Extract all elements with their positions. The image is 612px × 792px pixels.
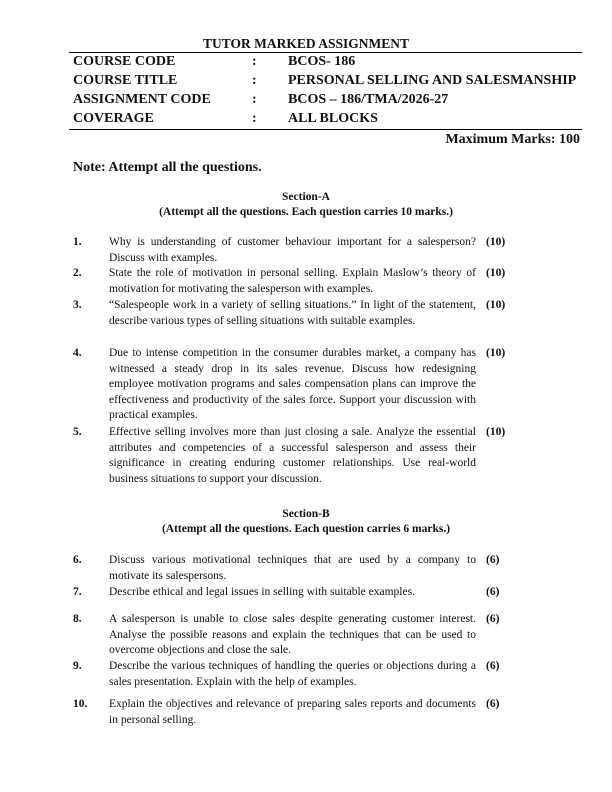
question-marks: (6) <box>486 660 500 672</box>
meta-value: BCOS – 186/TMA/2026-27 <box>288 92 449 107</box>
question-marks: (10) <box>486 236 506 248</box>
question-number: 4. <box>73 347 82 359</box>
question-marks: (6) <box>486 586 500 598</box>
meta-colon: : <box>252 54 257 69</box>
meta-label: COURSE CODE <box>73 54 176 69</box>
header-bottom-rule <box>69 129 582 130</box>
question-marks: (10) <box>486 267 506 279</box>
section-b-instruction: (Attempt all the questions. Each question carries 6 marks.) <box>161 523 451 535</box>
meta-colon: : <box>252 92 257 107</box>
question-text: Discuss various motivational techniques that are used by a company to motivate its salespersons. <box>109 554 476 582</box>
question-number: 10. <box>73 698 88 710</box>
question-number: 6. <box>73 554 82 566</box>
question-text: Describe the various techniques of handling the queries or objections during a sales presentation. Explain with the help of examples. <box>109 660 476 688</box>
question-text: “Salespeople work in a variety of selling situations.” In light of the statement, describe various types of selling situations with suitable examples. <box>109 299 476 327</box>
question-number: 8. <box>73 613 82 625</box>
question-marks: (10) <box>486 426 506 438</box>
attempt-note: Note: Attempt all the questions. <box>73 160 262 175</box>
question-text: Due to intense competition in the consumer durables market, a company has witnessed a steady drop in its sales revenue. Discuss how redesigning employee motivation programs and sales compensation plans can improve the effectiveness and productivity of the sales force. Support your discussion with practical examples. <box>109 347 476 421</box>
section-b-title: Section-B <box>282 508 330 520</box>
meta-colon: : <box>252 73 257 88</box>
question-number: 9. <box>73 660 82 672</box>
meta-value: ALL BLOCKS <box>288 111 378 126</box>
meta-value: PERSONAL SELLING AND SALESMANSHIP <box>288 73 577 88</box>
question-text: Explain the objectives and relevance of preparing sales reports and documents in personal selling. <box>109 698 476 726</box>
meta-value: BCOS- 186 <box>288 54 356 69</box>
section-a-title: Section-A <box>282 191 330 203</box>
header-top-rule <box>69 52 582 53</box>
question-number: 1. <box>73 236 82 248</box>
meta-label: COURSE TITLE <box>73 73 178 88</box>
question-marks: (6) <box>486 698 500 710</box>
question-number: 7. <box>73 586 82 598</box>
meta-label: COVERAGE <box>73 111 154 126</box>
meta-label: ASSIGNMENT CODE <box>73 92 211 107</box>
question-number: 2. <box>73 267 82 279</box>
question-marks: (6) <box>486 554 500 566</box>
question-text: State the role of motivation in personal selling. Explain Maslow’s theory of motivation for motivating the salesperson with examples. <box>109 267 476 295</box>
meta-colon: : <box>252 111 257 126</box>
maximum-marks: Maximum Marks: 100 <box>445 132 580 147</box>
question-number: 3. <box>73 299 82 311</box>
question-text: Describe ethical and legal issues in selling with suitable examples. <box>109 586 415 598</box>
question-text: A salesperson is unable to close sales despite generating customer interest. Analyse the possible reasons and explain the techniques that can be used to overcome objections and close the sale. <box>109 613 476 656</box>
assignment-title: TUTOR MARKED ASSIGNMENT <box>202 36 410 51</box>
question-number: 5. <box>73 426 82 438</box>
question-text: Why is understanding of customer behaviour important for a salesperson? Discuss with examples. <box>109 236 476 264</box>
section-a-instruction: (Attempt all the questions. Each question carries 10 marks.) <box>159 206 453 218</box>
question-marks: (10) <box>486 299 506 311</box>
question-marks: (6) <box>486 613 500 625</box>
question-marks: (10) <box>486 347 506 359</box>
question-text: Effective selling involves more than just closing a sale. Analyze the essential attributes and competencies of a successful salesperson and assess their significance in creating enduring customer relationships. Use real-world business situations to support your discussion. <box>109 426 476 485</box>
